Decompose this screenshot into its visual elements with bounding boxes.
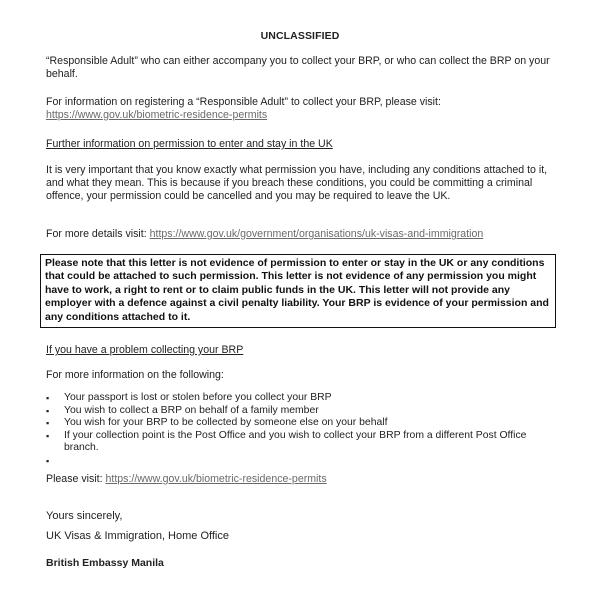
visit-link[interactable]: https://www.gov.uk/biometric-residence-permits bbox=[105, 473, 327, 485]
more-details-link[interactable]: https://www.gov.uk/government/organisations/uk-visas-and-immigration bbox=[149, 228, 484, 240]
visit-label: Please visit: bbox=[46, 473, 103, 485]
list-item-text: Your passport is lost or stolen before you collect your BRP bbox=[64, 392, 332, 403]
list-item bbox=[46, 430, 556, 455]
further-info-heading: Further information on permission to enter and stay in the UK bbox=[46, 138, 333, 150]
list-item bbox=[46, 455, 556, 468]
embassy: British Embassy Manila bbox=[46, 557, 164, 569]
list-item-text: You wish for your BRP to be collected by someone else on your behalf bbox=[64, 417, 388, 428]
classification-header: UNCLASSIFIED bbox=[260, 30, 340, 42]
bullet-icon: ▪ bbox=[46, 418, 50, 428]
bullet-icon: ▪ bbox=[46, 405, 50, 416]
list-item bbox=[46, 392, 556, 405]
responsible-adult-paragraph: “Responsible Adult” who can either accompany you to collect your BRP, or who can collect the BRP on your behalf. bbox=[46, 55, 550, 80]
more-details-paragraph bbox=[46, 228, 556, 241]
more-details-label: For more details visit: bbox=[46, 228, 147, 240]
visit-paragraph bbox=[46, 473, 556, 486]
bullet-icon: ▪ bbox=[46, 393, 50, 403]
register-link[interactable]: https://www.gov.uk/biometric-residence-permits bbox=[46, 109, 268, 121]
evidence-notice-box: Please note that this letter is not evidence of permission to enter or stay in the UK or any conditions that could be attached to such permission. This letter is not evidence of any permission you might have to work, a right to rent or to claim public funds in the UK. This letter will not provide any employer with a defence against a civil penalty liability. Your BRP is evidence of your permission and any conditions attached to it. bbox=[40, 254, 556, 328]
bullet-icon: ▪ bbox=[46, 430, 50, 441]
list-item bbox=[46, 405, 556, 418]
organisation: UK Visas & Immigration, Home Office bbox=[46, 530, 229, 542]
bullet-icon: ▪ bbox=[46, 455, 50, 466]
list-item-text: If your collection point is the Post Office and you wish to collect your BRP from a different Post Office branch. bbox=[64, 429, 527, 453]
list-item bbox=[46, 417, 556, 430]
closing: Yours sincerely, bbox=[46, 510, 123, 522]
register-info-paragraph bbox=[46, 96, 556, 122]
register-info-text: For information on registering a “Responsible Adult” to collect your BRP, please visit: bbox=[46, 96, 441, 108]
list-item-text: You wish to collect a BRP on behalf of a family member bbox=[64, 404, 319, 416]
problem-heading: If you have a problem collecting your BRP bbox=[46, 344, 244, 356]
problem-list bbox=[46, 392, 556, 467]
problem-intro: For more information on the following: bbox=[46, 369, 224, 381]
important-paragraph: It is very important that you know exactly what permission you have, including any conditions attached to it, and what they mean. This is because if you breach these conditions, you could be committing a criminal offence, your permission could be cancelled and you may be required to leave the UK. bbox=[46, 164, 548, 202]
